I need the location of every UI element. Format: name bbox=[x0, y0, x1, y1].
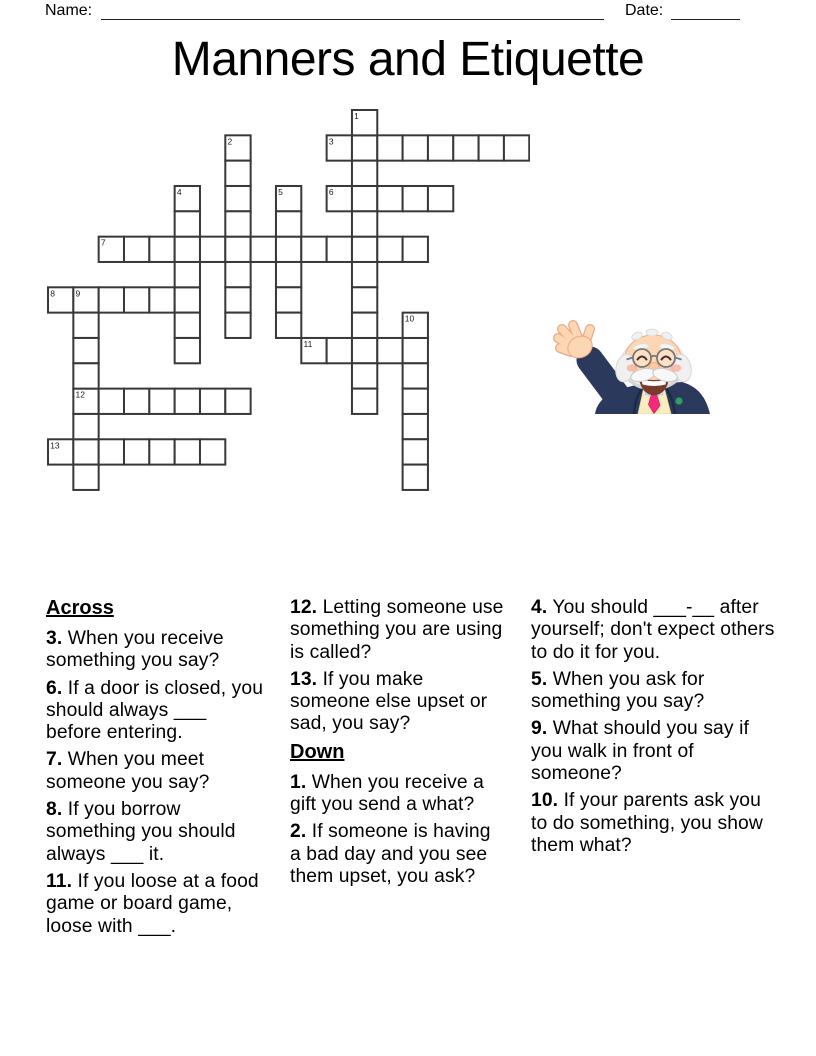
cell-number-2: 2 bbox=[227, 136, 233, 147]
grid-cell[interactable] bbox=[149, 439, 174, 464]
grid-cell[interactable] bbox=[124, 439, 149, 464]
grid-cell[interactable] bbox=[225, 161, 250, 186]
grid-cell[interactable] bbox=[403, 363, 428, 388]
clue-10: 10. If your parents ask you to do something, you show them what? bbox=[531, 790, 763, 856]
grid-cell[interactable] bbox=[352, 135, 377, 160]
grid-cell[interactable] bbox=[200, 439, 225, 464]
grid-cell[interactable] bbox=[175, 287, 200, 312]
grid-cell[interactable] bbox=[225, 287, 250, 312]
clue-11: 11. If you loose at a food game or board game, loose with ___. bbox=[46, 870, 259, 937]
grid-cell[interactable] bbox=[225, 262, 250, 287]
grid-cell[interactable] bbox=[73, 414, 98, 439]
grid-cell[interactable] bbox=[352, 313, 377, 338]
cell-number-3: 3 bbox=[328, 136, 334, 147]
grid-cell[interactable] bbox=[377, 237, 402, 262]
grid-cell[interactable] bbox=[403, 414, 428, 439]
grid-cell[interactable] bbox=[149, 237, 174, 262]
grid-cell[interactable] bbox=[428, 186, 453, 211]
grid-cell[interactable] bbox=[377, 186, 402, 211]
grid-cell[interactable] bbox=[377, 338, 402, 363]
grid-cell[interactable] bbox=[124, 237, 149, 262]
page-title: Manners and Etiquette bbox=[171, 33, 645, 86]
clue-7: 7. When you meet someone you say? bbox=[46, 749, 210, 793]
grid-cell[interactable] bbox=[479, 135, 504, 160]
grid-cell[interactable] bbox=[352, 262, 377, 287]
cell-number-1: 1 bbox=[354, 110, 359, 121]
grid-cell[interactable] bbox=[403, 237, 428, 262]
cell-number-9: 9 bbox=[75, 288, 81, 299]
cell-number-12: 12 bbox=[75, 389, 85, 400]
grid-cell[interactable] bbox=[403, 135, 428, 160]
grid-cell[interactable] bbox=[352, 389, 377, 414]
grid-cell[interactable] bbox=[99, 389, 124, 414]
grid-cell[interactable] bbox=[352, 237, 377, 262]
grid-cell[interactable] bbox=[352, 363, 377, 388]
grid-cell[interactable] bbox=[124, 389, 149, 414]
grid-cell[interactable] bbox=[73, 363, 98, 388]
grid-cell[interactable] bbox=[175, 237, 200, 262]
grid-cell[interactable] bbox=[403, 338, 428, 363]
grid-cell[interactable] bbox=[352, 211, 377, 236]
cell-number-10: 10 bbox=[404, 313, 415, 324]
grid-cell[interactable] bbox=[175, 211, 200, 236]
grid-cell[interactable] bbox=[428, 135, 453, 160]
clue-13: 13. If you make someone else upset or sad, you say? bbox=[290, 668, 488, 735]
grid-cell[interactable] bbox=[175, 389, 200, 414]
cell-number-8: 8 bbox=[50, 288, 55, 299]
grid-cell[interactable] bbox=[73, 338, 98, 363]
clues-column-1 bbox=[46, 597, 265, 943]
grid-cell[interactable] bbox=[149, 287, 174, 312]
clue-8: 8. If you borrow something you should always ___ it. bbox=[46, 799, 236, 865]
grid-cell[interactable] bbox=[73, 313, 98, 338]
grid-cell[interactable] bbox=[403, 186, 428, 211]
date-write-line[interactable] bbox=[671, 19, 740, 20]
grid-cell[interactable] bbox=[225, 389, 250, 414]
grid-cell[interactable] bbox=[276, 237, 301, 262]
crossword-grid[interactable] bbox=[47, 109, 530, 491]
grid-cell[interactable] bbox=[504, 135, 529, 160]
cell-number-7: 7 bbox=[100, 237, 106, 248]
grid-cell[interactable] bbox=[175, 313, 200, 338]
clues-column-3 bbox=[531, 597, 775, 862]
grid-cell[interactable] bbox=[175, 262, 200, 287]
clue-1: 1. When you receive a gift you send a what? bbox=[290, 771, 484, 816]
date-label: Date: bbox=[625, 2, 664, 19]
grid-cell[interactable] bbox=[175, 338, 200, 363]
clue-4: 4. You should ___-__ after yourself; don't expect others to do it for you. bbox=[531, 597, 775, 663]
grid-cell[interactable] bbox=[327, 237, 352, 262]
name-label: Name: bbox=[45, 2, 93, 19]
clue-3: 3. When you receive something you say? bbox=[46, 628, 224, 672]
cell-number-6: 6 bbox=[328, 186, 334, 197]
across-heading: Across bbox=[46, 597, 114, 619]
grid-cell[interactable] bbox=[301, 237, 326, 262]
grid-cell[interactable] bbox=[352, 161, 377, 186]
grid-cell[interactable] bbox=[276, 262, 301, 287]
down-heading: Down bbox=[290, 740, 345, 763]
cell-number-11: 11 bbox=[303, 338, 313, 349]
clue-2: 2. If someone is having a bad day and you see them upset, you ask? bbox=[290, 821, 491, 887]
grid-cell[interactable] bbox=[73, 465, 98, 490]
grid-cell[interactable] bbox=[99, 287, 124, 312]
grid-cell[interactable] bbox=[175, 439, 200, 464]
grid-cell[interactable] bbox=[225, 186, 250, 211]
grid-cell[interactable] bbox=[403, 439, 428, 464]
grid-cell[interactable] bbox=[225, 211, 250, 236]
grid-cell[interactable] bbox=[352, 338, 377, 363]
grid-cell[interactable] bbox=[276, 211, 301, 236]
waving-old-man-illustration bbox=[540, 316, 712, 414]
name-write-line[interactable] bbox=[101, 19, 604, 20]
grid-cell[interactable] bbox=[99, 439, 124, 464]
grid-cell[interactable] bbox=[73, 439, 98, 464]
grid-cell[interactable] bbox=[251, 237, 276, 262]
pocket-sprig bbox=[675, 397, 682, 404]
clues-column-2 bbox=[290, 597, 505, 893]
clue-12: 12. Letting someone use something you are using is called? bbox=[290, 597, 504, 663]
grid-cell[interactable] bbox=[352, 287, 377, 312]
clue-5: 5. When you ask for something you say? bbox=[531, 668, 705, 713]
grid-cell[interactable] bbox=[276, 287, 301, 312]
grid-cell[interactable] bbox=[352, 186, 377, 211]
grid-cell[interactable] bbox=[377, 135, 402, 160]
cell-number-5: 5 bbox=[278, 186, 283, 197]
grid-cell[interactable] bbox=[403, 389, 428, 414]
clue-9: 9. What should you say if you walk in front of someone? bbox=[531, 718, 749, 785]
grid-cell[interactable] bbox=[149, 389, 174, 414]
cell-number-13: 13 bbox=[50, 440, 60, 451]
grid-cell[interactable] bbox=[453, 135, 478, 160]
cell-number-4: 4 bbox=[176, 186, 182, 197]
grid-cell[interactable] bbox=[200, 389, 225, 414]
grid-cell[interactable] bbox=[276, 313, 301, 338]
grid-cell[interactable] bbox=[225, 237, 250, 262]
grid-cell[interactable] bbox=[124, 287, 149, 312]
grid-cell[interactable] bbox=[403, 465, 428, 490]
grid-cell[interactable] bbox=[327, 338, 352, 363]
grid-cell[interactable] bbox=[225, 313, 250, 338]
grid-cell[interactable] bbox=[200, 237, 225, 262]
clue-6: 6. If a door is closed, you should always ___ before entering. bbox=[46, 677, 264, 744]
